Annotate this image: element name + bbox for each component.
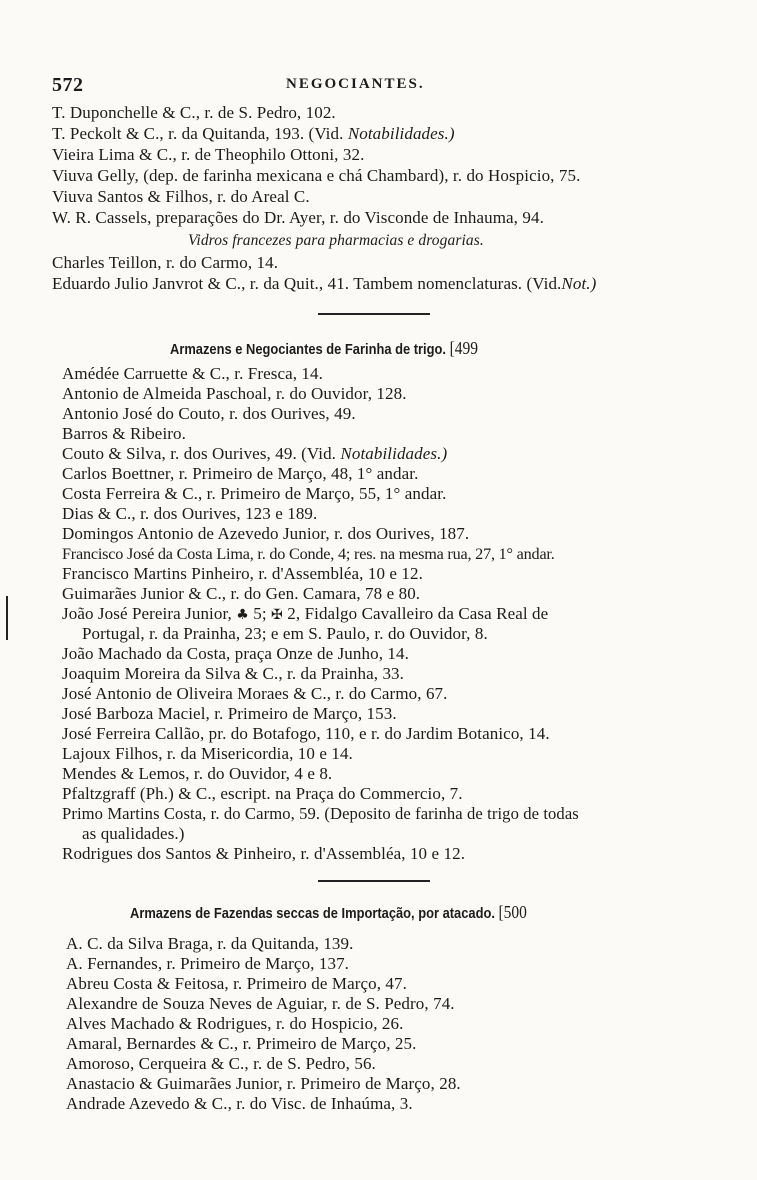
list-item: Primo Martins Costa, r. do Carmo, 59. (Deposito de farinha de trigo de todas bbox=[62, 804, 579, 823]
cross-insignia-icon: ✠ bbox=[271, 607, 283, 623]
section-heading bbox=[130, 902, 527, 924]
list-item: José Barboza Maciel, r. Primeiro de Março, 153. bbox=[62, 704, 397, 723]
list-item: Abreu Costa & Feitosa, r. Primeiro de Março, 47. bbox=[66, 974, 407, 993]
list-item: Antonio José do Couto, r. dos Ourives, 49. bbox=[62, 404, 356, 423]
cross-reference: Not.) bbox=[561, 274, 597, 293]
list-item-continuation: Portugal, r. da Prainha, 23; e em S. Paulo, r. do Ouvidor, 8. bbox=[82, 624, 488, 643]
list-item: T. Duponchelle & C., r. de S. Pedro, 102. bbox=[52, 103, 336, 122]
cross-reference: Notabilidades.) bbox=[340, 444, 448, 463]
list-item: Dias & C., r. dos Ourives, 123 e 189. bbox=[62, 504, 318, 523]
list-item: Andrade Azevedo & C., r. do Visc. de Inhaúma, 3. bbox=[66, 1094, 413, 1113]
list-item: Vieira Lima & C., r. de Theophilo Ottoni, 32. bbox=[52, 145, 365, 164]
margin-mark bbox=[6, 596, 8, 640]
list-item: Barros & Ribeiro. bbox=[62, 424, 186, 443]
order-insignia-icon: ♣ bbox=[236, 607, 249, 623]
list-item: Amaral, Bernardes & C., r. Primeiro de Março, 25. bbox=[66, 1034, 417, 1053]
list-item: Anastacio & Guimarães Junior, r. Primeiro de Março, 28. bbox=[66, 1074, 461, 1093]
list-item: Alexandre de Souza Neves de Aguiar, r. de S. Pedro, 74. bbox=[66, 994, 455, 1013]
list-item: Lajoux Filhos, r. da Misericordia, 10 e 14. bbox=[62, 744, 353, 763]
list-item: José Antonio de Oliveira Moraes & C., r. do Carmo, 67. bbox=[62, 684, 448, 703]
list-item: Charles Teillon, r. do Carmo, 14. bbox=[52, 253, 279, 272]
cross-reference: Notabilidades.) bbox=[347, 124, 455, 143]
list-item: José Ferreira Callão, pr. do Botafogo, 110, e r. do Jardim Botanico, 14. bbox=[62, 724, 550, 743]
list-item: Alves Machado & Rodrigues, r. do Hospicio, 26. bbox=[66, 1014, 404, 1033]
list-item: Guimarães Junior & C., r. do Gen. Camara, 78 e 80. bbox=[62, 584, 421, 603]
subsection-heading: Vidros francezes para pharmacias e drogarias. bbox=[188, 232, 484, 249]
list-item: Francisco José da Costa Lima, r. do Conde, 4; res. na mesma rua, 27, 1° andar. bbox=[62, 545, 555, 563]
list-item: Mendes & Lemos, r. do Ouvidor, 4 e 8. bbox=[62, 764, 333, 783]
list-item: Costa Ferreira & C., r. Primeiro de Março, 55, 1° andar. bbox=[62, 484, 447, 503]
section-title: Armazens e Negociantes de Farinha de trigo. bbox=[170, 341, 446, 358]
list-item: Viuva Santos & Filhos, r. do Areal C. bbox=[52, 187, 310, 206]
list-item: A. Fernandes, r. Primeiro de Março, 137. bbox=[66, 954, 350, 973]
list-item: Pfaltzgraff (Ph.) & C., escript. na Praça do Commercio, 7. bbox=[62, 784, 463, 803]
list-item: Couto & Silva, r. dos Ourives, 49. (Vid. Notabilidades.) bbox=[62, 444, 448, 463]
page-header bbox=[0, 74, 757, 98]
list-item: Eduardo Julio Janvrot & C., r. da Quit., 41. Tambem nomenclaturas. (Vid.Not.) bbox=[52, 274, 597, 293]
list-item: W. R. Cassels, preparações do Dr. Ayer, r. do Visconde de Inhauma, 94. bbox=[52, 208, 544, 227]
list-item: Amédée Carruette & C., r. Fresca, 14. bbox=[62, 364, 323, 383]
list-item-continuation: as qualidades.) bbox=[82, 824, 185, 843]
list-item: Joaquim Moreira da Silva & C., r. da Prainha, 33. bbox=[62, 664, 405, 683]
list-item: Rodrigues dos Santos & Pinheiro, r. d'Assembléa, 10 e 12. bbox=[62, 844, 466, 863]
list-item: Francisco Martins Pinheiro, r. d'Assembléa, 10 e 12. bbox=[62, 564, 423, 583]
running-title: NEGOCIANTES. bbox=[286, 76, 425, 92]
list-item: Domingos Antonio de Azevedo Junior, r. dos Ourives, 187. bbox=[62, 524, 470, 543]
list-item: Viuva Gelly, (dep. de farinha mexicana e chá Chambard), r. do Hospicio, 75. bbox=[52, 166, 581, 185]
section-divider bbox=[318, 880, 430, 882]
section-title: Armazens de Fazendas seccas de Importação, por atacado. bbox=[130, 905, 495, 922]
list-item: T. Peckolt & C., r. da Quitanda, 193. (Vid. Notabilidades.) bbox=[52, 124, 455, 143]
list-item: A. C. da Silva Braga, r. da Quitanda, 139. bbox=[66, 934, 354, 953]
page-number: 572 bbox=[52, 74, 84, 96]
section-heading bbox=[170, 338, 478, 360]
list-item: Antonio de Almeida Paschoal, r. do Ouvidor, 128. bbox=[62, 384, 407, 403]
list-item: Amoroso, Cerqueira & C., r. de S. Pedro, 56. bbox=[66, 1054, 376, 1073]
section-divider bbox=[318, 313, 430, 315]
list-item: Carlos Boettner, r. Primeiro de Março, 48, 1° andar. bbox=[62, 464, 419, 483]
list-item: João José Pereira Junior, ♣ 5; ✠ 2, Fidalgo Cavalleiro da Casa Real de bbox=[62, 604, 549, 623]
list-item: João Machado da Costa, praça Onze de Junho, 14. bbox=[62, 644, 409, 663]
section-number: [499 bbox=[449, 338, 478, 358]
section-number: [500 bbox=[498, 902, 527, 922]
